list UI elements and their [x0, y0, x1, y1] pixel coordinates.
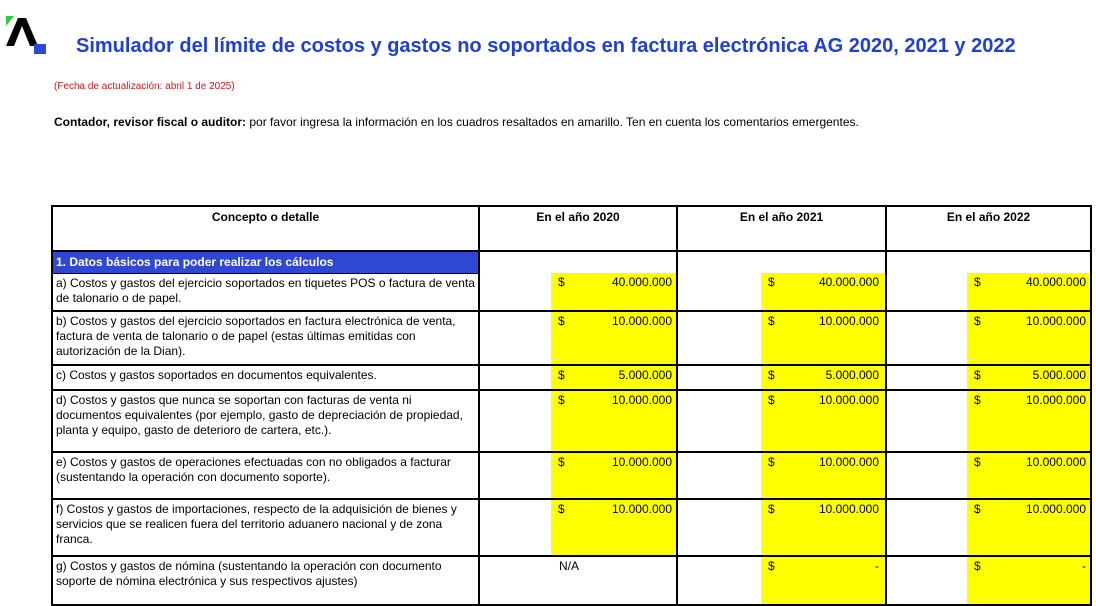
currency-symbol: $	[558, 313, 565, 328]
concept-cell: c) Costos y gastos soportados en documentos equivalentes.	[52, 365, 479, 390]
amount-value: 10.000.000	[818, 392, 879, 407]
amount-value: 10.000.000	[818, 313, 879, 328]
currency-symbol: $	[558, 454, 565, 469]
amount-value: 40.000.000	[818, 275, 879, 289]
not-applicable-label: N/A	[559, 558, 580, 573]
year-2020-cell	[479, 311, 677, 365]
amount-value: 10.000.000	[1025, 501, 1086, 516]
amount-value: 40.000.000	[611, 275, 672, 289]
year-2022-cell	[886, 499, 1091, 556]
year-2022-cell	[886, 273, 1091, 311]
concept-cell: d) Costos y gastos que nunca se soportan con facturas de venta ni documentos equivalentes (por ejemplo, gasto de depreciación de propiedad, planta y equipo, gasto de deterioro de cartera, etc.).	[52, 390, 479, 452]
update-date: (Fecha de actualización: abril 1 de 2025)	[54, 81, 235, 92]
currency-symbol: $	[768, 275, 775, 289]
year-2022-cell	[886, 390, 1091, 452]
amount-input[interactable]	[761, 557, 885, 604]
amount-input[interactable]	[761, 273, 885, 310]
year-2022-cell	[886, 365, 1091, 390]
section-empty-cell	[479, 251, 677, 273]
amount-input[interactable]	[551, 366, 677, 389]
year-2020-cell	[479, 556, 677, 605]
year-2021-cell	[677, 499, 886, 556]
amount-value: 10.000.000	[1025, 313, 1086, 328]
currency-symbol: $	[558, 392, 565, 407]
concept-cell: e) Costos y gastos de operaciones efectuadas con no obligados a facturar (sustentando la operación con documento soporte).	[52, 452, 479, 499]
year-2021-cell	[677, 365, 886, 390]
year-2020-cell	[479, 273, 677, 311]
amount-input[interactable]	[761, 391, 885, 451]
amount-value: 10.000.000	[818, 454, 879, 469]
amount-value: 5.000.000	[618, 367, 672, 382]
amount-value: 10.000.000	[611, 501, 672, 516]
year-2022-cell	[886, 556, 1091, 605]
amount-value: 5.000.000	[825, 367, 879, 382]
header-row	[52, 206, 1091, 251]
column-header-2020: En el año 2020	[479, 206, 677, 251]
currency-symbol: $	[974, 367, 981, 382]
currency-symbol: $	[768, 367, 775, 382]
amount-input[interactable]	[551, 500, 677, 555]
year-2020-cell	[479, 365, 677, 390]
year-2022-cell	[886, 452, 1091, 499]
year-2020-cell	[479, 390, 677, 452]
section-empty-cell	[886, 251, 1091, 273]
currency-symbol: $	[768, 558, 775, 573]
table-row	[52, 556, 1091, 605]
amount-input[interactable]	[967, 557, 1091, 604]
instructions-role: Contador, revisor fiscal o auditor:	[54, 115, 247, 129]
column-header-concept: Concepto o detalle	[52, 206, 479, 251]
amount-value: 10.000.000	[1025, 392, 1086, 407]
simulator-table	[51, 205, 1092, 606]
concept-cell: g) Costos y gastos de nómina (sustentando la operación con documento soporte de nómina electrónica y sus respectivos ajustes)	[52, 556, 479, 605]
currency-symbol: $	[974, 392, 981, 407]
amount-input[interactable]	[967, 453, 1091, 498]
concept-cell: f) Costos y gastos de importaciones, respecto de la adquisición de bienes y servicios que se realicen fuera del territorio aduanero nacional y de zona franca.	[52, 499, 479, 556]
currency-symbol: $	[974, 313, 981, 328]
section-empty-cell	[677, 251, 886, 273]
currency-symbol: $	[974, 454, 981, 469]
currency-symbol: $	[558, 367, 565, 382]
currency-symbol: $	[768, 313, 775, 328]
amount-value: -	[875, 558, 879, 573]
section-row	[52, 251, 1091, 273]
table-row	[52, 452, 1091, 499]
year-2020-cell	[479, 499, 677, 556]
currency-symbol: $	[974, 501, 981, 516]
amount-input[interactable]	[761, 500, 885, 555]
instructions	[54, 115, 859, 129]
amount-value: 10.000.000	[1025, 454, 1086, 469]
amount-input[interactable]	[761, 366, 885, 389]
amount-value: 5.000.000	[1032, 367, 1086, 382]
amount-input[interactable]	[967, 391, 1091, 451]
table-row	[52, 499, 1091, 556]
amount-value: -	[1082, 558, 1086, 573]
concept-cell: a) Costos y gastos del ejercicio soportados en tiquetes POS o factura de venta de talonario o de papel.	[52, 273, 479, 311]
amount-value: 10.000.000	[611, 313, 672, 328]
amount-value: 40.000.000	[1025, 275, 1086, 289]
year-2021-cell	[677, 452, 886, 499]
amount-input[interactable]	[967, 312, 1091, 364]
page-title: Simulador del límite de costos y gastos no soportados en factura electrónica AG 2020, 2021 y 2022	[76, 35, 1016, 57]
year-2021-cell	[677, 390, 886, 452]
table-row	[52, 311, 1091, 365]
amount-input[interactable]	[551, 312, 677, 364]
currency-symbol: $	[558, 501, 565, 516]
year-2021-cell	[677, 311, 886, 365]
currency-symbol: $	[974, 558, 981, 573]
amount-value: 10.000.000	[611, 454, 672, 469]
year-2022-cell	[886, 311, 1091, 365]
amount-input[interactable]	[761, 453, 885, 498]
amount-value: 10.000.000	[611, 392, 672, 407]
amount-input[interactable]	[551, 453, 677, 498]
amount-input[interactable]	[967, 500, 1091, 555]
column-header-2022: En el año 2022	[886, 206, 1091, 251]
currency-symbol: $	[768, 501, 775, 516]
column-header-2021: En el año 2021	[677, 206, 886, 251]
currency-symbol: $	[768, 454, 775, 469]
amount-input[interactable]	[551, 391, 677, 451]
letter-a-logo-icon	[4, 14, 46, 54]
amount-input[interactable]	[551, 273, 677, 310]
amount-value: 10.000.000	[818, 501, 879, 516]
year-2021-cell	[677, 273, 886, 311]
currency-symbol: $	[768, 392, 775, 407]
instructions-text: por favor ingresa la información en los cuadros resaltados en amarillo. Ten en cuenta los comentarios emergentes.	[246, 115, 859, 129]
table-row	[52, 273, 1091, 311]
currency-symbol: $	[558, 275, 565, 289]
currency-symbol: $	[974, 275, 981, 289]
amount-input[interactable]	[761, 312, 885, 364]
year-2020-cell	[479, 452, 677, 499]
table-row	[52, 390, 1091, 452]
table-row	[52, 365, 1091, 390]
amount-input[interactable]	[967, 273, 1091, 310]
amount-input[interactable]	[967, 366, 1091, 389]
concept-cell: b) Costos y gastos del ejercicio soportados en factura electrónica de venta, factura de venta de talonario o de papel (estas últimas emitidas con autorización de la Dian).	[52, 311, 479, 365]
section-title: 1. Datos básicos para poder realizar los cálculos	[52, 251, 479, 273]
year-2021-cell	[677, 556, 886, 605]
